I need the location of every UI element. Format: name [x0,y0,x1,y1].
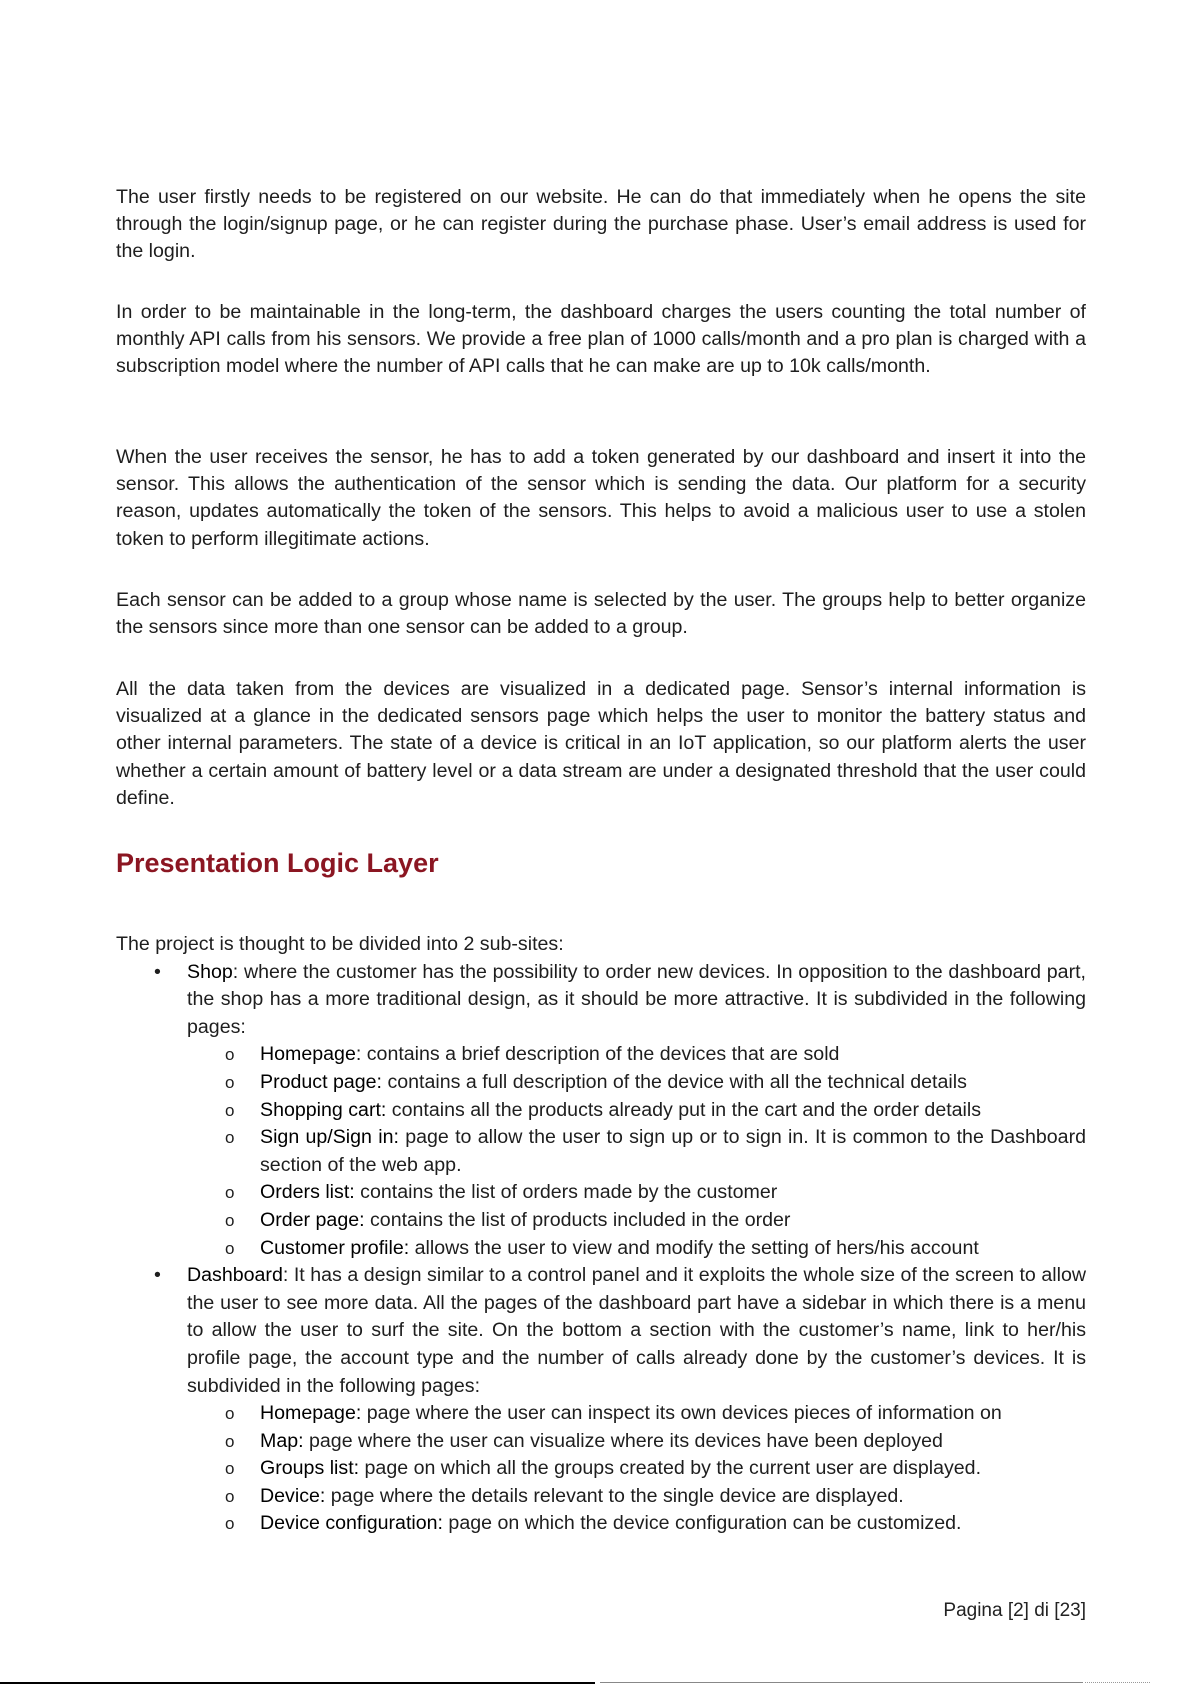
footer-rule-gray [600,1682,1083,1683]
page-number: Pagina [2] di [23] [943,1600,1086,1621]
sub-bullet-icon: o [225,1183,235,1203]
page-item [116,1400,1086,1428]
subsite-item [116,1262,1086,1538]
page-label: Sign up/Sign in: [260,1126,399,1149]
sub-bullet-icon: o [225,1210,235,1230]
subsite-description: : where the customer has the possibility to order new devices. In opposition to the dashboard part, the shop has a more traditional design, as it should be more attractive. It is subdivided in the following pages: [187,960,1086,1038]
page-label: Map: [260,1429,304,1452]
sub-bullet-icon: o [225,1404,235,1424]
page-item [116,1124,1086,1179]
page-label: Homepage [260,1043,356,1066]
sub-bullet-icon: o [225,1100,235,1120]
page-description: contains the list of orders made by the customer [354,1181,778,1204]
page-item [116,1207,1086,1235]
page-description: : contains a brief description of the devices that are sold [355,1043,840,1066]
page-label: Order page: [260,1208,365,1231]
paragraph-billing: In order to be maintainable in the long-term, the dashboard charges the users counting the total number of monthly API calls from his sensors. We provide a free plan of 1000 calls/month and a pro plan is charged with a subscription model where the number of API calls that he can make are up to 10k calls/month. [116,301,1086,378]
bullet-icon: • [154,960,161,983]
page-list [187,1400,1086,1538]
page-item [116,1235,1086,1263]
intro-text: The project is thought to be divided into 2 sub-sites: [116,933,564,955]
subsite-label: Dashboard [187,1264,283,1287]
paragraph-groups: Each sensor can be added to a group whose name is selected by the user. The groups help to better organize the sensors since more than one sensor can be added to a group. [116,589,1086,639]
page-label: Device configuration: [260,1512,443,1535]
subsite-item [116,959,1086,1263]
subsites-list [116,959,1086,1538]
page-item [116,1483,1086,1511]
subsite-description: : It has a design similar to a control panel and it exploits the whole size of the screen to allow the user to see more data. All the pages of the dashboard part have a sidebar in which there is a menu to allow the user to surf the site. On the bottom a section with the customer’s name, link to her/his profile page, the account type and the number of calls already done by the customer’s devices. It is subdivided in the following pages: [187,1264,1086,1397]
page-label: Homepage: [260,1402,362,1425]
footer-rule-black [0,1682,595,1684]
page-item [116,1097,1086,1125]
bullet-icon: • [154,1264,161,1287]
page-item [116,1455,1086,1483]
page-description: contains all the products already put in the cart and the order details [386,1098,982,1121]
page-item [116,1428,1086,1456]
page-description: page where the user can visualize where its devices have been deployed [303,1429,943,1452]
footer-rule-dotted [1085,1682,1150,1683]
sub-bullet-icon: o [225,1514,235,1534]
sub-bullet-icon: o [225,1431,235,1451]
paragraph-visualization: All the data taken from the devices are visualized in a dedicated page. Sensor’s internal information is visualized at a glance in the dedicated sensors page which helps the user to monitor the battery status and other internal parameters. The state of a device is critical in an IoT application, so our platform alerts the user whether a certain amount of battery level or a data stream are under a designated threshold that the user could define. [116,678,1086,809]
page-item [116,1179,1086,1207]
page-label: Shopping cart: [260,1098,387,1121]
page-item [116,1069,1086,1097]
sub-bullet-icon: o [225,1128,235,1148]
sub-bullet-icon: o [225,1045,235,1065]
sub-bullet-icon: o [225,1238,235,1258]
page-list [187,1041,1086,1262]
sub-bullet-icon: o [225,1459,235,1479]
page-label: Groups list: [260,1457,360,1480]
page-label: Customer profile: [260,1236,410,1259]
page-description: contains the list of products included in the order [364,1208,791,1231]
page-description: contains a full description of the device with all the technical details [382,1070,967,1093]
page-description: page to allow the user to sign up or to sign in. It is common to the Dashboard section of the web app. [260,1126,1086,1176]
page-description: page where the user can inspect its own devices pieces of information on [361,1402,1002,1425]
paragraph-registration: The user firstly needs to be registered on our website. He can do that immediately when he opens the site through the login/signup page, or he can register during the purchase phase. User’s email address is used for the login. [116,186,1086,263]
page-label: Product page: [260,1070,383,1093]
page-item [116,1041,1086,1069]
page-description: page on which all the groups created by the current user are displayed. [359,1457,982,1480]
section-heading: Presentation Logic Layer [116,848,439,878]
sub-bullet-icon: o [225,1072,235,1092]
subsite-label: Shop [187,960,233,983]
page-item [116,1510,1086,1538]
paragraph-token: When the user receives the sensor, he has to add a token generated by our dashboard and insert it into the sensor. This allows the authentication of the sensor which is sending the data. Our platform for a security reason, updates automatically the token of the sensors. This helps to avoid a malicious user to use a stolen token to perform illegitimate actions. [116,446,1086,550]
page-description: page on which the device configuration can be customized. [442,1512,962,1535]
sub-bullet-icon: o [225,1486,235,1506]
page-label: Orders list: [260,1181,355,1204]
page-description: page where the details relevant to the single device are displayed. [325,1484,904,1507]
page-label: Device: [260,1484,326,1507]
page-description: allows the user to view and modify the setting of hers/his account [409,1236,979,1259]
subsites-section [116,931,1086,1538]
